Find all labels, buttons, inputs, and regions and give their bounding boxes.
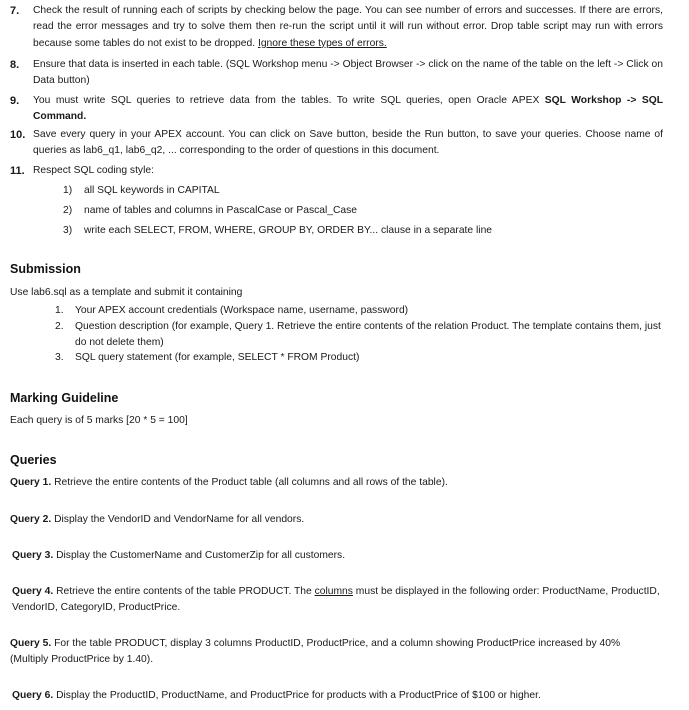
query-3: Query 3. Display the CustomerName and CustomerZip for all customers. [12,550,346,561]
instruction-7: Check the result of running each of scripts by checking below the page. You can see number of errors and successes. If there are errors, read the error messages and try to solve them then re-run the script until it will run without error. Drop table script may run with errors because some tables do not exist to be dropped. Ignore these types of errors. [33,5,663,49]
query-label: Query 4. [12,586,54,597]
style-rule: name of tables and columns in PascalCase or Pascal_Case [84,205,358,216]
query-label: Query 5. [10,638,52,649]
query-1: Query 1. Retrieve the entire contents of the Product table (all columns and all rows of the table). [10,477,448,488]
query-6: Query 6. Display the ProductID, ProductName, and ProductPrice for products with a ProductPrice of $100 or higher. [12,690,541,701]
submission-heading: Submission [10,262,81,276]
submission-item: SQL query statement (for example, SELECT * FROM Product) [75,352,360,363]
style-rule: all SQL keywords in CAPITAL [84,185,220,196]
item-number-11: 11. [10,165,25,177]
style-rule-number: 1) [63,185,73,196]
instruction-10: Save every query in your APEX account. You can click on Save button, beside the Run button, to save your queries. Choose name of queries as lab6_q1, lab6_q2, ... corresponding to the order of questions in this document. [33,129,663,157]
item-number-7: 7. [10,5,20,17]
item-number-10: 10. [10,129,26,141]
query-5: Query 5. For the table PRODUCT, display 3 columns ProductID, ProductPrice, and a column showing ProductPrice increased by 40% (Multiply ProductPrice by 1.40). [10,638,621,666]
item-number-8: 8. [10,59,20,71]
submission-item-number: 1. [55,305,64,316]
query-4: Query 4. Retrieve the entire contents of the table PRODUCT. The columns must be displayed in the following order: ProductName, ProductID, VendorID, CategoryID, ProductPrice. [12,586,660,614]
instruction-8: Ensure that data is inserted in each table. (SQL Workshop menu -> Object Browser -> click on the name of the table on the left -> Click on Data button) [33,59,663,87]
query-label: Query 6. [12,690,54,701]
query-label: Query 3. [12,550,54,561]
query-2: Query 2. Display the VendorID and VendorName for all vendors. [10,514,305,525]
marking-text: Each query is of 5 marks [20 * 5 = 100] [10,415,188,426]
submission-item-number: 3. [55,352,64,363]
item-number-9: 9. [10,95,20,107]
sql-command-path: SQL Workshop -> SQL Command. [33,95,663,123]
query-label: Query 1. [10,477,52,488]
submission-item-number: 2. [55,321,64,332]
instruction-9: You must write SQL queries to retrieve data from the tables. To write SQL queries, open Oracle APEX SQL Workshop -> SQL Command. [33,95,663,123]
style-rule-number: 2) [63,205,73,216]
style-rule: write each SELECT, FROM, WHERE, GROUP BY, ORDER BY... clause in a separate line [84,225,493,236]
marking-heading: Marking Guideline [10,391,119,405]
submission-intro: Use lab6.sql as a template and submit it containing [10,287,243,298]
style-rule-number: 3) [63,225,73,236]
instruction-11: Respect SQL coding style: [33,165,154,176]
queries-heading: Queries [10,453,57,467]
query-label: Query 2. [10,514,52,525]
ignore-errors-note: Ignore these types of errors. [257,37,387,49]
submission-item: Question description (for example, Query 1. Retrieve the entire contents of the relation Product. The template contains them, just do not delete them) [75,321,661,349]
submission-item: Your APEX account credentials (Workspace name, username, password) [75,305,409,316]
